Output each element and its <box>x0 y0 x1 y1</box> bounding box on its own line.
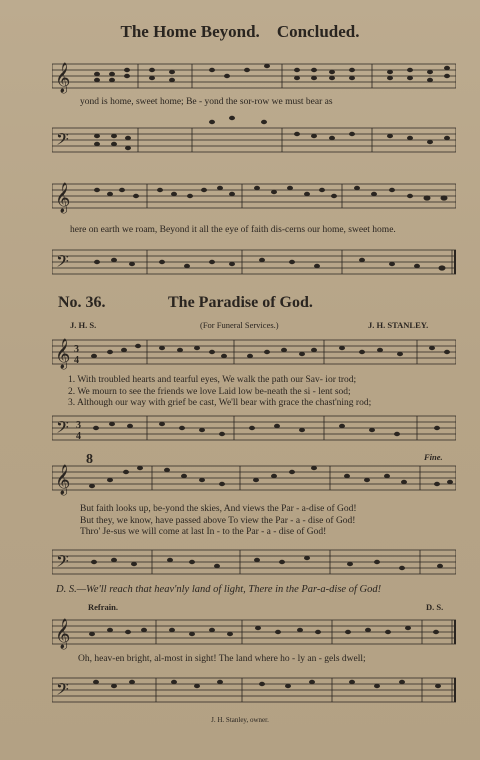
staff-system3-bass <box>52 408 456 454</box>
eighth-measure-marker: 8 <box>86 452 93 467</box>
page-heading <box>0 22 480 42</box>
refrain-lyric-line: Oh, heav-en bright, al-most in sight! The land where ho - ly an - gels dwell; <box>78 654 366 664</box>
occasion-note: (For Funeral Services.) <box>200 320 279 330</box>
svg-text:3: 3 <box>74 344 79 355</box>
staff-system2-bass <box>52 240 456 284</box>
refrain-label: Refrain. <box>88 602 118 612</box>
svg-text:𝄞: 𝄞 <box>55 619 71 649</box>
staff-system5-treble <box>52 610 456 652</box>
hymn-title-home-beyond: The Home Beyond. <box>120 22 260 41</box>
staff-system5-bass <box>52 668 456 710</box>
svg-text:𝄞: 𝄞 <box>55 339 71 369</box>
fine-marker: Fine. <box>424 452 443 462</box>
staff-system3-treble <box>52 330 456 372</box>
staff-system2-treble <box>52 174 456 218</box>
verse-block-1 <box>68 375 448 410</box>
svg-text:𝄞: 𝄞 <box>55 63 71 93</box>
staff-system1-treble <box>52 56 456 96</box>
hymn-number: No. 36. <box>58 294 106 311</box>
copyright-footer: J. H. Stanley, owner. <box>211 716 269 724</box>
lyricist-initials: J. H. S. <box>70 320 97 330</box>
verse2-line-2: But they, we know, have passed above To view the Par - a - dise of God! <box>80 515 356 526</box>
verse-line-2: 2. We mourn to see the friends we love Laid low be-neath the si - lent sod; <box>68 386 351 397</box>
lyric-line-system2: here on earth we roam, Beyond it all the eye of faith dis-cerns our home, sweet home. <box>70 225 396 235</box>
verse2-line-1: But faith looks up, be-yond the skies, And views the Par - a-dise of God! <box>80 504 357 514</box>
verse2-line-3: Thro' Je-sus we will come at last In - to the Par - a - dise of God! <box>80 527 327 537</box>
verse-line-3: 3. Although our way with grief be cast, We'll bear with grace the chast'ning rod; <box>68 398 372 408</box>
hymn-title-paradise: The Paradise of God. <box>168 294 313 311</box>
verse-line-1: 1. With troubled hearts and tearful eyes, We walk the path our Sav- ior trod; <box>68 375 357 385</box>
svg-text:𝄢: 𝄢 <box>56 251 69 275</box>
concluded-label: Concluded. <box>276 22 360 41</box>
staff-system4-bass <box>52 540 456 584</box>
svg-text:𝄢: 𝄢 <box>56 551 69 575</box>
svg-text:3: 3 <box>76 420 81 431</box>
verse-block-2 <box>80 504 460 539</box>
svg-text:𝄞: 𝄞 <box>55 183 71 213</box>
ds-instruction: D. S.—We'll reach that heav'nly land of light, There in the Par-a-dise of God! <box>56 584 382 595</box>
staff-system4-treble <box>52 456 456 500</box>
svg-text:𝄞: 𝄞 <box>55 465 71 495</box>
svg-text:𝄢: 𝄢 <box>56 129 69 153</box>
lyric-line-system1: yond is home, sweet home; Be - yond the sor-row we must bear as <box>80 97 333 107</box>
composer-name: J. H. STANLEY. <box>368 320 429 330</box>
svg-text:4: 4 <box>74 355 79 366</box>
staff-system1-bass <box>52 112 456 162</box>
svg-text:4: 4 <box>76 431 81 442</box>
svg-text:𝄢: 𝄢 <box>56 417 69 441</box>
svg-text:𝄢: 𝄢 <box>56 679 69 703</box>
ds-marker: D. S. <box>426 602 444 612</box>
